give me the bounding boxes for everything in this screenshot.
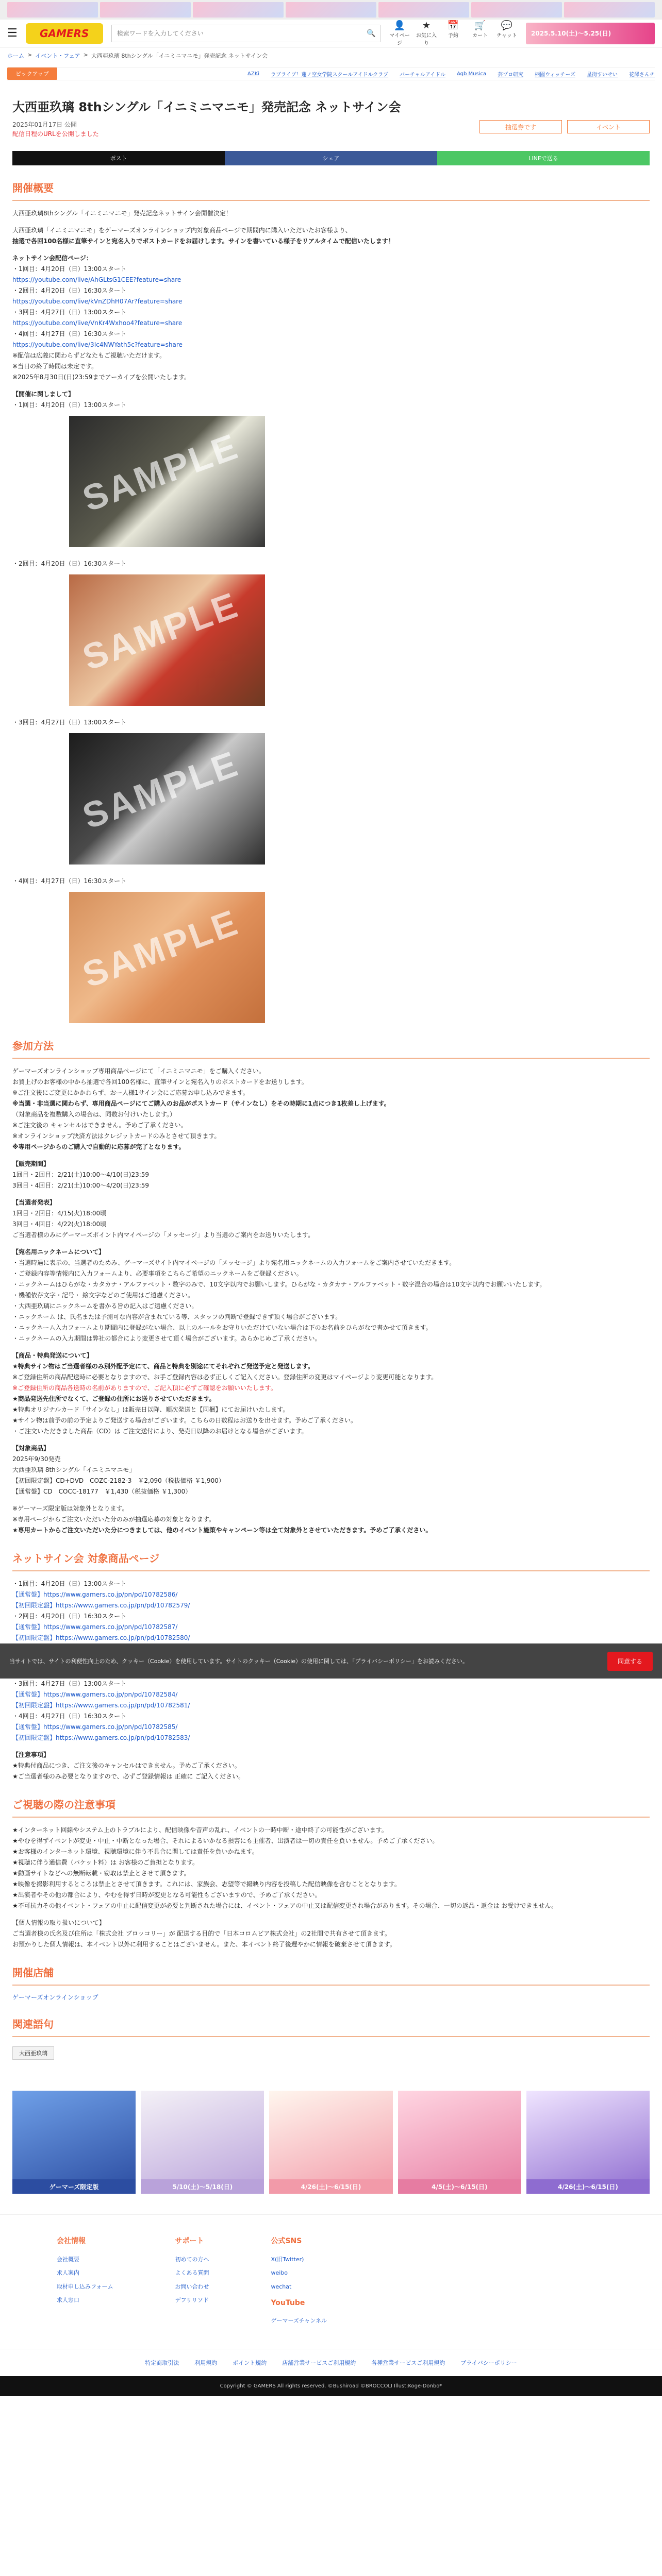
period-line: 3回目・4回目：2/21(土)10:00〜4/20(日)23:59: [12, 1182, 150, 1189]
caution-heading: ご視聴の際の注意事項: [12, 1797, 650, 1818]
footer-column: [271, 2235, 327, 2328]
footer-col-title: 会社情報: [57, 2237, 86, 2245]
share-x-button[interactable]: ポスト: [12, 151, 225, 165]
footer-column: [57, 2235, 113, 2328]
copyright: Copyright © GAMERS All rights reserved. ©Bushiroad ©BROCCOLI Illust:Koge-Donbo*: [0, 2376, 662, 2396]
mypage-icon[interactable]: 👤 マイページ: [389, 20, 410, 46]
store-heading: 開催店舗: [12, 1964, 650, 1986]
win-line: ご当選者様のみにゲーマーズポイント内マイページの「メッセージ」より当選のご案内をお送りいたします。: [12, 1231, 315, 1239]
stream-title: ネットサイン会配信ページ：: [12, 255, 92, 262]
product-line: ※ご登録住所の商品各送時の名前がありますので、ご記入頂に必ずご確認をお願いいたします。: [12, 1384, 277, 1392]
favorite-icon[interactable]: ★ お気に入り: [416, 20, 437, 46]
search-icon[interactable]: 🔍: [362, 25, 380, 42]
privacy-line: 【個人情報の取り扱いについて】: [12, 1919, 105, 1926]
lottery-button[interactable]: 抽選券です: [479, 120, 562, 133]
promo-banner[interactable]: [398, 2091, 521, 2194]
tags-heading: 関連語句: [12, 2016, 650, 2037]
stream-item: ・4回目：4月27日（日）16:30スタート: [12, 330, 127, 337]
sample-photo: [69, 733, 265, 865]
product-link[interactable]: 【通常盤】https://www.gamers.co.jp/pn/pd/10782585/: [12, 1723, 178, 1731]
caution-line: ★出演者やその他の都合により、やむを得ず日時が変更となる可能性もございますので、予めご了承ください。: [12, 1891, 321, 1899]
footer-link[interactable]: 取材申し込みフォーム: [57, 2283, 113, 2290]
name-line: ・大西亜玖璃にニックネームを書かる旨の記入はご遠慮ください。: [12, 1302, 198, 1310]
footer-bottom-link[interactable]: ポイント規約: [233, 2359, 267, 2366]
stream-link[interactable]: https://youtube.com/live/VnKr4Wxhoo4?feature=share: [12, 319, 183, 327]
product-line: ★サイン物は前予の前の予定よりご発送する場合がございます。こちらの日数程はお送りを出せます。予めご了承ください。: [12, 1417, 357, 1424]
category-link[interactable]: 星街すいせい: [587, 72, 618, 78]
category-link[interactable]: AZKi: [247, 71, 260, 77]
footer-link[interactable]: 会社概要: [57, 2256, 79, 2263]
footer-bottom-link[interactable]: プライバシーポリシー: [460, 2359, 517, 2366]
main-content: [0, 97, 662, 2060]
product-line: ・ご注文いただきました商品（CD）は ご注文送付により、発売日以降のお届けとなる場合がございます。: [12, 1428, 308, 1435]
search-box: [111, 25, 380, 42]
period-line: 1回目・2回目：2/21(土)10:00〜4/10(日)23:59: [12, 1171, 150, 1178]
method-heading: 参加方法: [12, 1038, 650, 1059]
promo-caption: 4/5(土)〜6/15(日): [398, 2179, 521, 2194]
sample-watermark: SAMPLE: [77, 902, 244, 995]
sample-photo: [69, 892, 265, 1023]
method-line: ※ご注文後にご変更にかかわらず、おー人様1サイン会にご応募お申し込みできます。: [12, 1089, 249, 1096]
overview-heading: 開催概要: [12, 180, 650, 201]
target-title: 【対象商品】: [12, 1445, 50, 1452]
privacy-line: お預かりした個人情報は、本イベント以外に利用することはございません。また、本イベント終了後遅やかに情報を破棄させて頂きます。: [12, 1941, 396, 1948]
footer-link[interactable]: 初めての方へ: [175, 2256, 209, 2263]
photo-label: ・1回目：4月20日（日）13:00スタート: [12, 401, 127, 409]
caution-line: ★視聴に伴う通信費（パケット料）は お客様のご負担となります。: [12, 1859, 199, 1866]
top-banner[interactable]: [100, 2, 191, 18]
product-slot: ・3回目：4月27日（日）13:00スタート: [12, 1680, 127, 1687]
top-banner[interactable]: [7, 2, 98, 18]
target-line: 【通常盤】CD COCC-18177 ￥1,430（税抜価格 ￥1,300）: [12, 1488, 192, 1495]
product-link[interactable]: 【通常盤】https://www.gamers.co.jp/pn/pd/10782587/: [12, 1623, 178, 1631]
footer-column: [175, 2235, 209, 2328]
top-banner-strip[interactable]: [0, 0, 662, 20]
caution-line: ★不可抗力その他イベント・フェアの中止に配信変更が必要と判断された場合には、イベント・フェアの中止又は配信変更され場合があります。その場合、一切の返品・返金は お受けできません。: [12, 1902, 558, 1909]
share-bar: [12, 151, 650, 165]
target-line: 大西亜玖璃 8thシングル「イニミニマニモ」: [12, 1466, 136, 1473]
cookie-text: 当サイトでは、サイトの利便性向上のため、クッキー（Cookie）を使用しています。サイトのクッキー（Cookie）の使用に関しては、「プライバシーポリシー」をお読みください。: [9, 1658, 468, 1665]
stream-link[interactable]: https://youtube.com/live/AhGLtsG1CEE?feature=share: [12, 276, 181, 283]
site-header: [0, 20, 662, 47]
header-icons: [389, 20, 518, 46]
promo-banner[interactable]: [12, 2091, 136, 2194]
top-banner[interactable]: [286, 2, 376, 18]
store-link[interactable]: ゲーマーズオンラインショップ: [12, 1994, 98, 2001]
footer-link[interactable]: 求人窓口: [57, 2297, 79, 2304]
footer-link[interactable]: weibo: [271, 2269, 288, 2277]
promo-caption: ゲーマーズ限定版: [12, 2179, 136, 2194]
photo-label: ・3回目：4月27日（日）13:00スタート: [12, 719, 127, 726]
method-line: お買上げのお客様の中から抽選で各回100名様に、直筆サインと宛名入りのポストカードをお送りします。: [12, 1078, 308, 1086]
attention-line: ★ご当選者様のみ必要となりますので、必ずご登録情報は 正確に ご記入ください。: [12, 1773, 245, 1780]
win-line: 3回目・4回目：4/22(火)18:00頃: [12, 1221, 107, 1228]
name-line: ・当選時過に表示の、当選者のためみ、ゲーマーズサイト内マイページの「メッセージ」より宛名用ニックネームの入力フォームをご案内させていただきます。: [12, 1259, 456, 1266]
sample-watermark: SAMPLE: [77, 426, 244, 519]
reserve-icon[interactable]: 📅 予約: [447, 20, 459, 39]
sample-photo: [69, 574, 265, 706]
promo-banner[interactable]: [526, 2091, 650, 2194]
target-line: 【初回限定盤】CD+DVD COZC-2182-3 ￥2,090（税抜価格 ￥1,900）: [12, 1477, 225, 1484]
sample-photo: [69, 416, 265, 547]
footer-link[interactable]: 求人案内: [57, 2269, 79, 2277]
category-link[interactable]: 柄園ウィッチーズ: [535, 72, 575, 78]
category-bar: [7, 67, 655, 80]
products-heading: ネットサイン会 対象商品ページ: [12, 1550, 650, 1571]
overview-text: 抽選で各回100名様に直筆サインと宛名入りでポストカードをお届けします。サインを書いている様子をリアルタイムで配信いたします！: [12, 238, 394, 245]
site-logo[interactable]: GAMERS: [26, 23, 103, 44]
product-link[interactable]: 【初回限定盤】https://www.gamers.co.jp/pn/pd/10782580/: [12, 1634, 190, 1641]
top-banner[interactable]: [378, 2, 469, 18]
method-note: ※ゲーマーズ限定版は対象外となります。: [12, 1505, 128, 1512]
photo-title: 【開催に関しまして】: [12, 391, 75, 398]
win-line: 1回目・2回目：4/15(火)18:00頃: [12, 1210, 107, 1217]
youtube-title: YouTube: [271, 2299, 305, 2308]
footer-link[interactable]: お問い合わせ: [175, 2283, 209, 2290]
method-line: ※ご注文後の キャンセルはできません。予めご了承ください。: [12, 1122, 187, 1129]
tag-item[interactable]: 大西亜玖璃: [12, 2046, 54, 2060]
method-line: ゲーマーズオンラインショップ専用商品ページにて「イニミニマニモ」をご購入ください。: [12, 1067, 265, 1075]
article-meta: [12, 120, 650, 139]
footer-link[interactable]: よくある質問: [175, 2269, 209, 2277]
sample-watermark: SAMPLE: [77, 743, 244, 837]
attention-line: ★特典付商品につき、ご注文後のキャンセルはできません。予めご了承ください。: [12, 1762, 241, 1769]
footer-link[interactable]: デフリリソド: [175, 2297, 209, 2304]
footer-link[interactable]: wechat: [271, 2283, 292, 2290]
search-input[interactable]: [112, 25, 362, 42]
category-link[interactable]: 芸プロ研究: [498, 72, 524, 78]
sample-watermark: SAMPLE: [77, 584, 244, 678]
footer-bottom-links: [0, 2349, 662, 2376]
caution-line: ★映像を撮影利用するところは禁止とさせて頂きます。これには、家族会、志望等で撮映り内容を投稿した配信映像を含むこととなります。: [12, 1880, 401, 1888]
footer-bottom-link[interactable]: 店舗営業サービスご利用規約: [282, 2359, 356, 2366]
footer-col-title: 公式SNS: [271, 2237, 302, 2245]
method-line: （対象商品を複数購入の場合は、同数お付けいたします。）: [12, 1111, 176, 1118]
stream-link[interactable]: https://youtube.com/live/3Ic4NWYath5c?feature=share: [12, 341, 183, 348]
photo-label: ・4回目：4月27日（日）16:30スタート: [12, 877, 127, 885]
product-title: 【商品・特典発送について】: [12, 1352, 93, 1359]
breadcrumb-link[interactable]: イベント・フェア: [35, 53, 80, 59]
product-line: ★特典オリジナルカード「サインなし」は販売日以降、順次発送と【同梱】にてお届けいたします。: [12, 1406, 289, 1413]
overview-text: 大西亜玖璃「イニミニマニモ」をゲーマーズオンラインショップ内対象商品ページで期間内に購入いただいたお客様より、: [12, 227, 352, 234]
menu-icon[interactable]: ☰: [7, 27, 18, 40]
name-line: ・ニックネーム入力フォームより期間内に登録がない場合、以上のルールをお守りいただけていない場合は下のお名前をひらがなで書かせて頂きます。: [12, 1324, 432, 1331]
name-line: ・ニックネームはひらがな・カタカナ・アルファベット・数字のみで、10文字以内でお願いします。ひらがな・カタカナ・アルファベット・数字混合の場合は10文字以内でお願いいたします。: [12, 1281, 546, 1288]
cart-icon[interactable]: 🛒 カート: [472, 20, 488, 39]
category-link[interactable]: 花澤さんチ: [629, 72, 655, 78]
product-slot: ・4回目：4月27日（日）16:30スタート: [12, 1713, 127, 1720]
product-line: ※ご登録住所の商品配送時に必要となりますので、お手ご登録内容は必ず正しくご記入ください。登録住所の変更はマイページより変更可能となります。: [12, 1374, 438, 1381]
footer-col-title: サポート: [175, 2237, 204, 2245]
product-slot: ・2回目：4月20日（日）16:30スタート: [12, 1613, 127, 1620]
promo-caption: 5/10(土)〜5/18(日): [141, 2179, 264, 2194]
target-line: 2025年9/30発売: [12, 1455, 61, 1463]
update-note: 配信日程のURLを公開しました: [12, 130, 99, 138]
name-title: 【宛名用ニックネームについて】: [12, 1248, 105, 1256]
promo-caption: 4/26(土)〜6/15(日): [269, 2179, 392, 2194]
stream-item: ・3回目：4月27日（日）13:00スタート: [12, 309, 127, 316]
name-line: ・機種依存文字・記号・ 絵文字などのご使用はご遠慮ください。: [12, 1292, 194, 1299]
privacy-line: ご当選者様の氏名及び住所は「株式会社 ブロッコリー」が 配送する目的で「日本コロムビア株式会社」の2社間で共有させて頂きます。: [12, 1930, 391, 1937]
note: ※配信は広義に関わらずどなたもご視聴いただけます。: [12, 352, 166, 359]
share-facebook-button[interactable]: シェア: [225, 151, 437, 165]
caution-line: ★やむを得ずイベントが変更・中止・中断となった場合、それによるいかなる損害にも主催者、出演者は一切の責任を負いません。予めご了承ください。: [12, 1837, 439, 1844]
top-banner[interactable]: [564, 2, 655, 18]
caution-line: ★動画サイトなどへの無断転載・窃取は禁止とさせて頂きます。: [12, 1870, 190, 1877]
caution-line: ★お客様のインターネット環境、視聴環境に伴う不具合に関しては責任を負いかねます。: [12, 1848, 258, 1855]
share-line-button[interactable]: LINEで送る: [437, 151, 650, 165]
promo-banner[interactable]: [141, 2091, 264, 2194]
cookie-banner: [0, 1643, 662, 1679]
photo-label: ・2回目：4月20日（日）16:30スタート: [12, 560, 127, 567]
footer-link[interactable]: ゲーマーズチャンネル: [271, 2317, 327, 2325]
footer-bottom-link[interactable]: 各種営業サービスご利用規約: [371, 2359, 445, 2366]
product-link[interactable]: 【初回限定盤】https://www.gamers.co.jp/pn/pd/10782583/: [12, 1734, 190, 1741]
product-link[interactable]: 【初回限定盤】https://www.gamers.co.jp/pn/pd/10782579/: [12, 1602, 190, 1609]
product-slot: ・1回目：4月20日（日）13:00スタート: [12, 1580, 127, 1587]
category-link[interactable]: Aqb Musica: [456, 71, 487, 77]
page-title: 大西亜玖璃 8thシングル「イニミニマニモ」発売記念 ネットサイン会: [12, 100, 401, 114]
product-link[interactable]: 【通常盤】https://www.gamers.co.jp/pn/pd/10782584/: [12, 1691, 178, 1698]
method-note: ★専用カートからご注文いただいた分につきましては、他のイベント施策やキャンペーン等は全て対象外とさせていただきます。予めご了承ください。: [12, 1527, 432, 1534]
footer-bottom-link[interactable]: 利用規約: [194, 2359, 218, 2366]
breadcrumb-current: 大西亜玖璃 8thシングル「イニミニマニモ」発売記念 ネットサイン会: [91, 53, 268, 59]
product-line: ★特典サイン物はご当選者様のみ別外配予定にて、商品と特典を別途にてそれぞれご発送予定と発送します。: [12, 1363, 314, 1370]
pickup-label: ピックアップ: [7, 67, 57, 80]
method-line: ※当選・非当選に関わらず、専用商品ページにてご購入のお品がポストカード（サインなし）をその時期に1点につき1枚差し上げます。: [12, 1100, 390, 1107]
method-line: ※オンラインショップ決済方法はクレジットカードのみとさせて頂きます。: [12, 1132, 221, 1140]
bottom-banners: [0, 2091, 662, 2194]
product-line: ★商品発送先住所でなくて、ご登録の住所にお送りさせていただきます。: [12, 1395, 216, 1402]
product-link[interactable]: 【初回限定盤】https://www.gamers.co.jp/pn/pd/10782581/: [12, 1702, 190, 1709]
method-note: ※専用ページからご注文いただいた分のみが抽選応募の対象となります。: [12, 1516, 215, 1523]
footer-link[interactable]: X(旧Twitter): [271, 2256, 304, 2263]
breadcrumb: ホーム > イベント・フェア > 大西亜玖璃 8thシングル「イニミニマニモ」発売記念 ネットサイン会: [7, 52, 268, 59]
promo-caption: 4/26(土)〜6/15(日): [526, 2179, 650, 2194]
event-button[interactable]: イベント: [567, 120, 650, 133]
top-banner[interactable]: [193, 2, 284, 18]
note: ※当日の終了時間は未定です。: [12, 363, 98, 370]
method-line: ※専用ページからのご購入で自動的に応募が完了となります。: [12, 1143, 185, 1150]
footer-bottom-link[interactable]: 特定商取引法: [145, 2359, 179, 2366]
top-banner[interactable]: [471, 2, 562, 18]
name-line: ・ニックネーム は、氏名または予測可な内容が含まれている等、スタッフの判断で登録できず頂く場合がございます。: [12, 1313, 342, 1320]
name-line: ・ご登録内容等情報内に入力フォームより、必要事項をこちらご希望のニックネームをご登録ください。: [12, 1270, 303, 1277]
publish-date: 2025年01月17日 公開: [12, 121, 77, 128]
win-title: 【当選者発表】: [12, 1199, 56, 1206]
name-line: ・ニックネームの入力期間は弊社の都合により変更させて頂く場合がございます。あらかじめご了承ください。: [12, 1335, 321, 1342]
attention-title: 【注意事項】: [12, 1751, 50, 1758]
category-link[interactable]: ラブライブ！蓮ノ空女学院スクールアイドルクラブ: [271, 72, 389, 78]
promo-banner[interactable]: [269, 2091, 392, 2194]
footer-links: [0, 2214, 662, 2349]
category-link[interactable]: バーチャルアイドル: [400, 72, 445, 78]
stream-link[interactable]: https://youtube.com/live/kVnZDhH07Ar?feature=share: [12, 298, 183, 305]
stream-item: ・2回目：4月20日（日）16:30スタート: [12, 287, 127, 294]
caution-line: ★インターネット回線やシステム上のトラブルにより、配信映像や音声の乱れ、イベントの一時中断・途中終了の可能性がございます。: [12, 1826, 388, 1834]
breadcrumb-link[interactable]: ホーム: [7, 53, 24, 59]
period-title: 【販売期間】: [12, 1160, 50, 1167]
product-link[interactable]: 【通常盤】https://www.gamers.co.jp/pn/pd/10782586/: [12, 1591, 178, 1598]
note: ※2025年8月30日(日)23:59までアーカイブを公開いたします。: [12, 374, 191, 381]
stream-item: ・1回目：4月20日（日）13:00スタート: [12, 265, 127, 273]
cookie-accept-button[interactable]: 同意する: [607, 1652, 653, 1671]
chat-icon[interactable]: 💬 チャット: [496, 20, 517, 39]
header-banner[interactable]: 2025.5.10(土)〜5.25(日): [526, 23, 655, 44]
overview-text: 大西亜玖璃8thシングル「イニミニマニモ」発売記念ネットサイン会開催決定！: [12, 210, 232, 217]
